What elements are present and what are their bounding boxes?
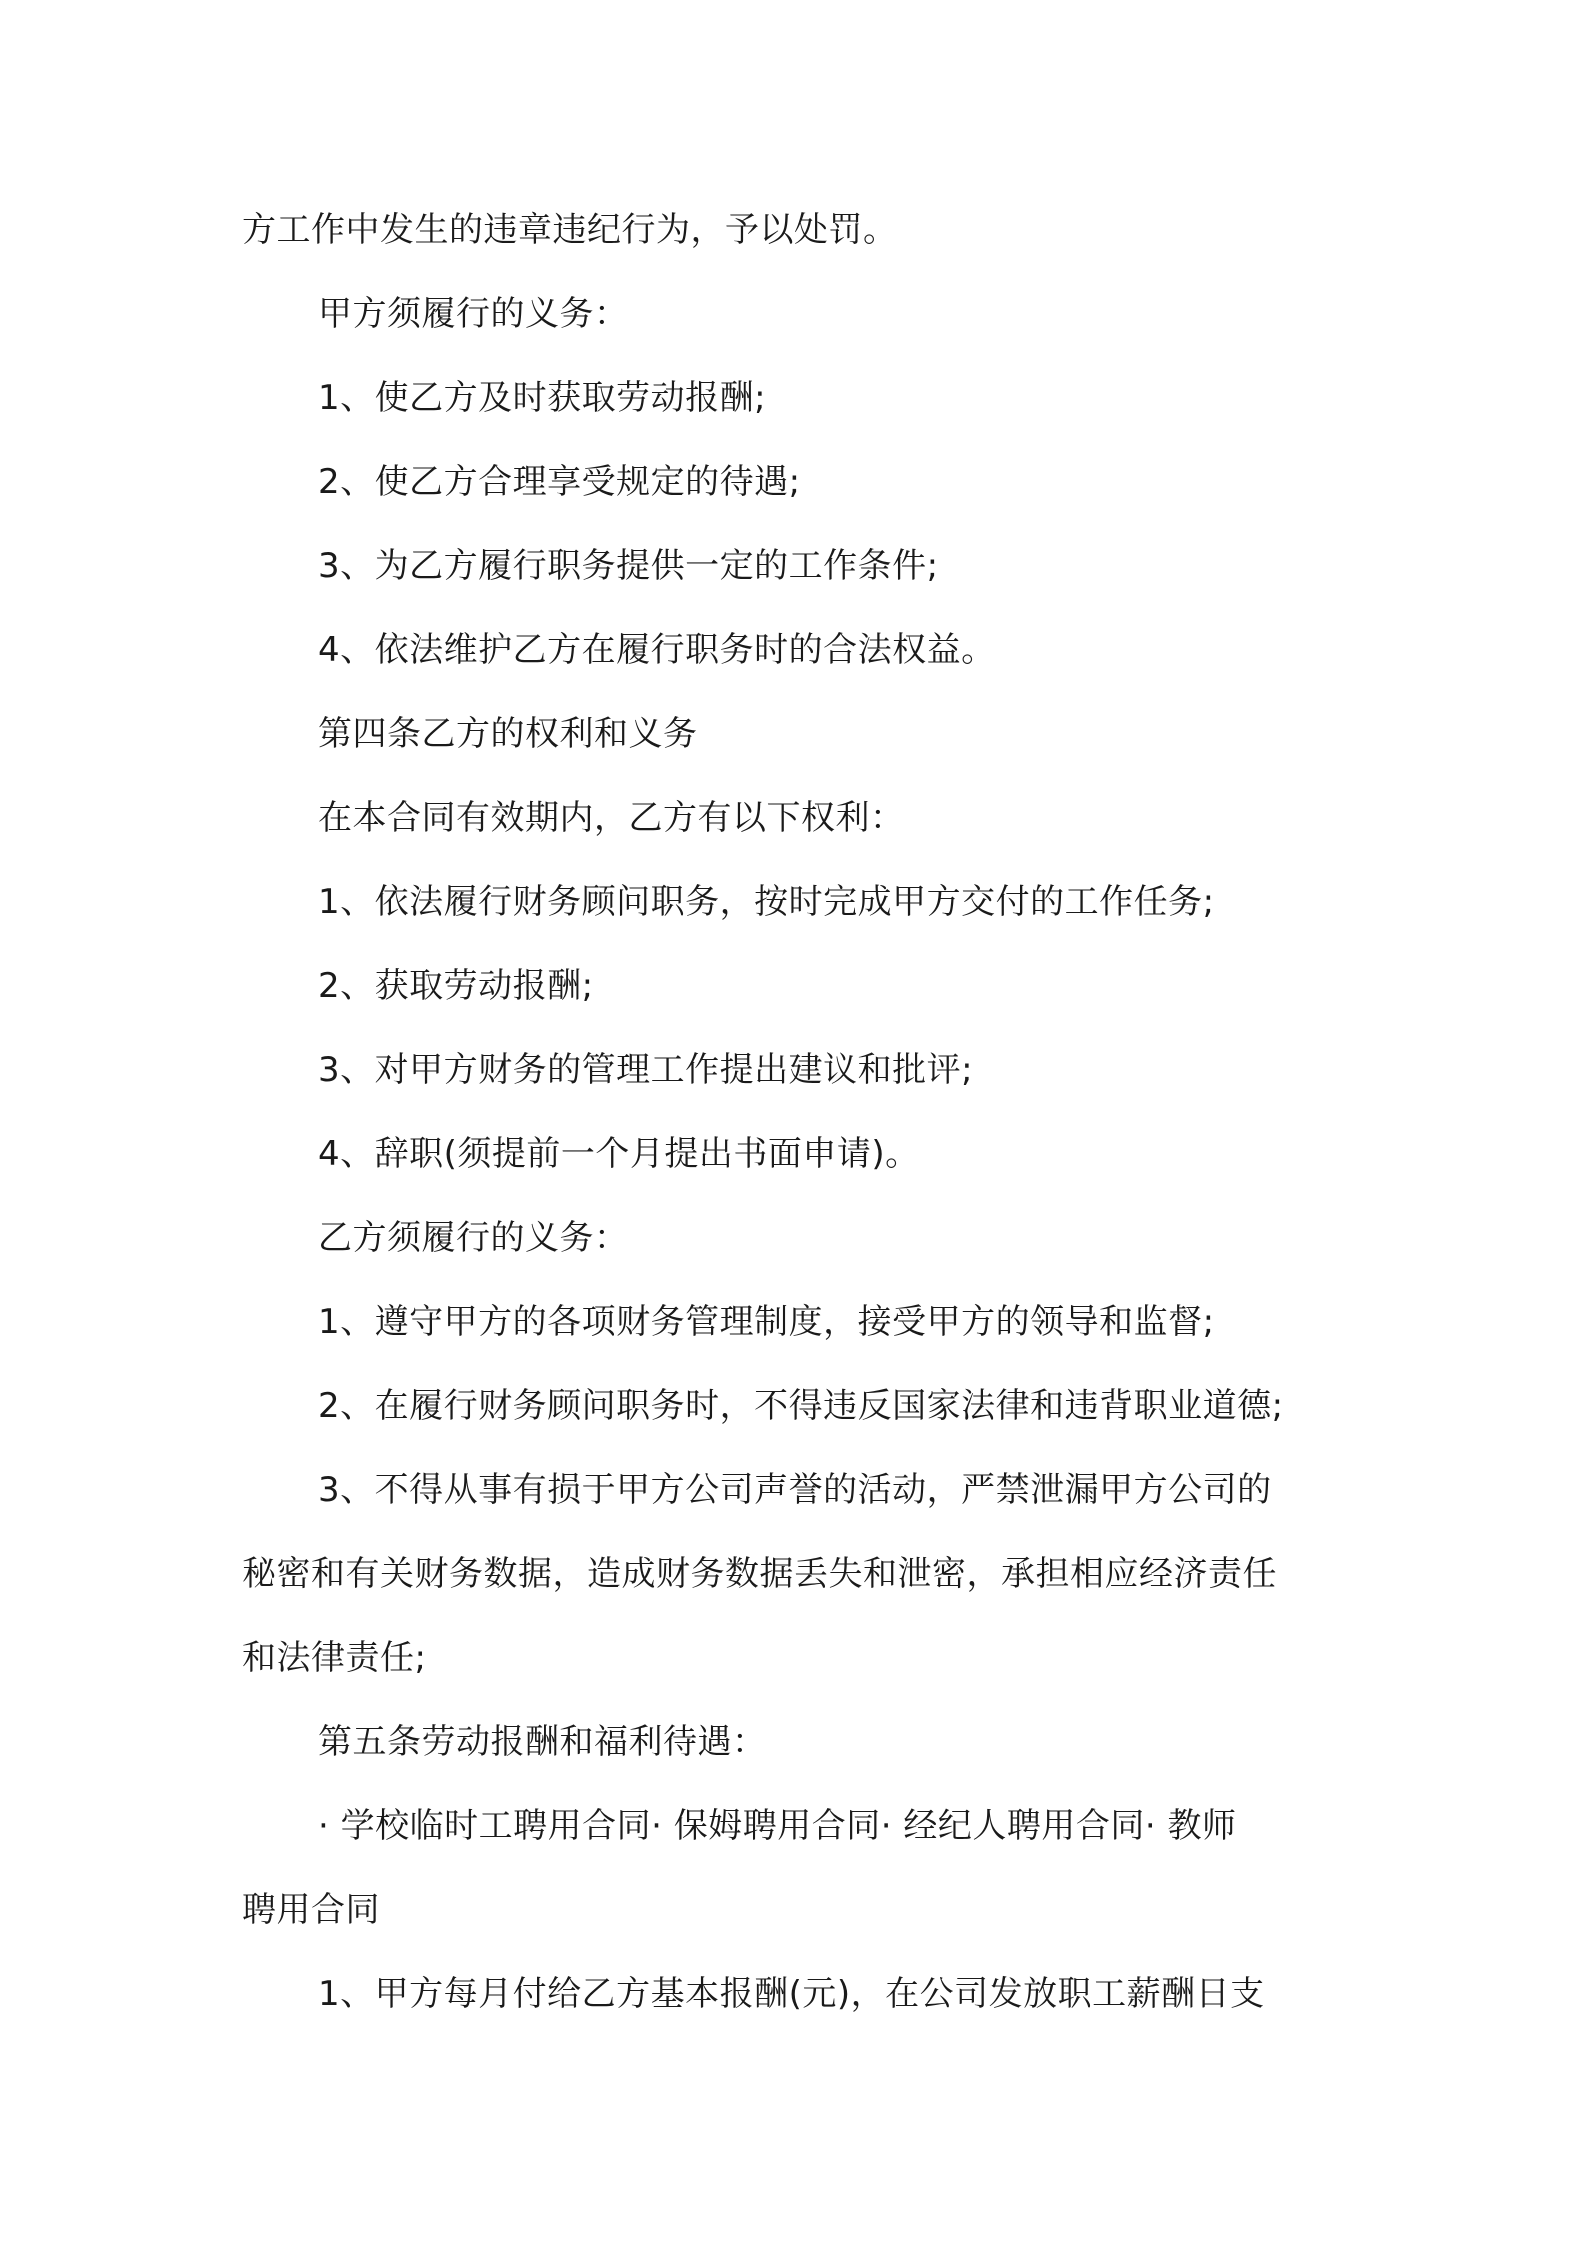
text-line: 乙方须履行的义务： — [318, 1218, 629, 1258]
list-item: 1、使乙方及时获取劳动报酬; — [318, 378, 767, 418]
list-item: 3、为乙方履行职务提供一定的工作条件; — [318, 546, 939, 586]
list-item: 1、甲方每月付给乙方基本报酬(元)，在公司发放职工薪酬日支 — [318, 1974, 1265, 2014]
list-item: 3、对甲方财务的管理工作提出建议和批评; — [318, 1050, 974, 1090]
related-contracts-line: · 学校临时工聘用合同· 保姆聘用合同· 经纪人聘用合同· 教师 — [318, 1806, 1237, 1846]
list-item: 2、获取劳动报酬; — [318, 966, 594, 1006]
text-line: 聘用合同 — [242, 1890, 380, 1930]
section-heading: 第五条劳动报酬和福利待遇： — [318, 1722, 767, 1762]
list-item: 1、遵守甲方的各项财务管理制度，接受甲方的领导和监督; — [318, 1302, 1215, 1342]
list-item: 1、依法履行财务顾问职务，按时完成甲方交付的工作任务; — [318, 882, 1215, 922]
section-heading: 第四条乙方的权利和义务 — [318, 714, 698, 754]
list-item: 2、使乙方合理享受规定的待遇; — [318, 462, 801, 502]
text-line: 和法律责任; — [242, 1638, 427, 1678]
list-item: 3、不得从事有损于甲方公司声誉的活动，严禁泄漏甲方公司的 — [318, 1470, 1272, 1510]
list-item: 4、辞职(须提前一个月提出书面申请)。 — [318, 1134, 920, 1174]
list-item: 4、依法维护乙方在履行职务时的合法权益。 — [318, 630, 996, 670]
list-item: 2、在履行财务顾问职务时，不得违反国家法律和违背职业道德; — [318, 1386, 1284, 1426]
text-line: 方工作中发生的违章违纪行为，予以处罚。 — [242, 210, 898, 250]
text-line: 在本合同有效期内，乙方有以下权利： — [318, 798, 905, 838]
text-line: 秘密和有关财务数据，造成财务数据丢失和泄密，承担相应经济责任 — [242, 1554, 1277, 1594]
text-line: 甲方须履行的义务： — [318, 294, 629, 334]
